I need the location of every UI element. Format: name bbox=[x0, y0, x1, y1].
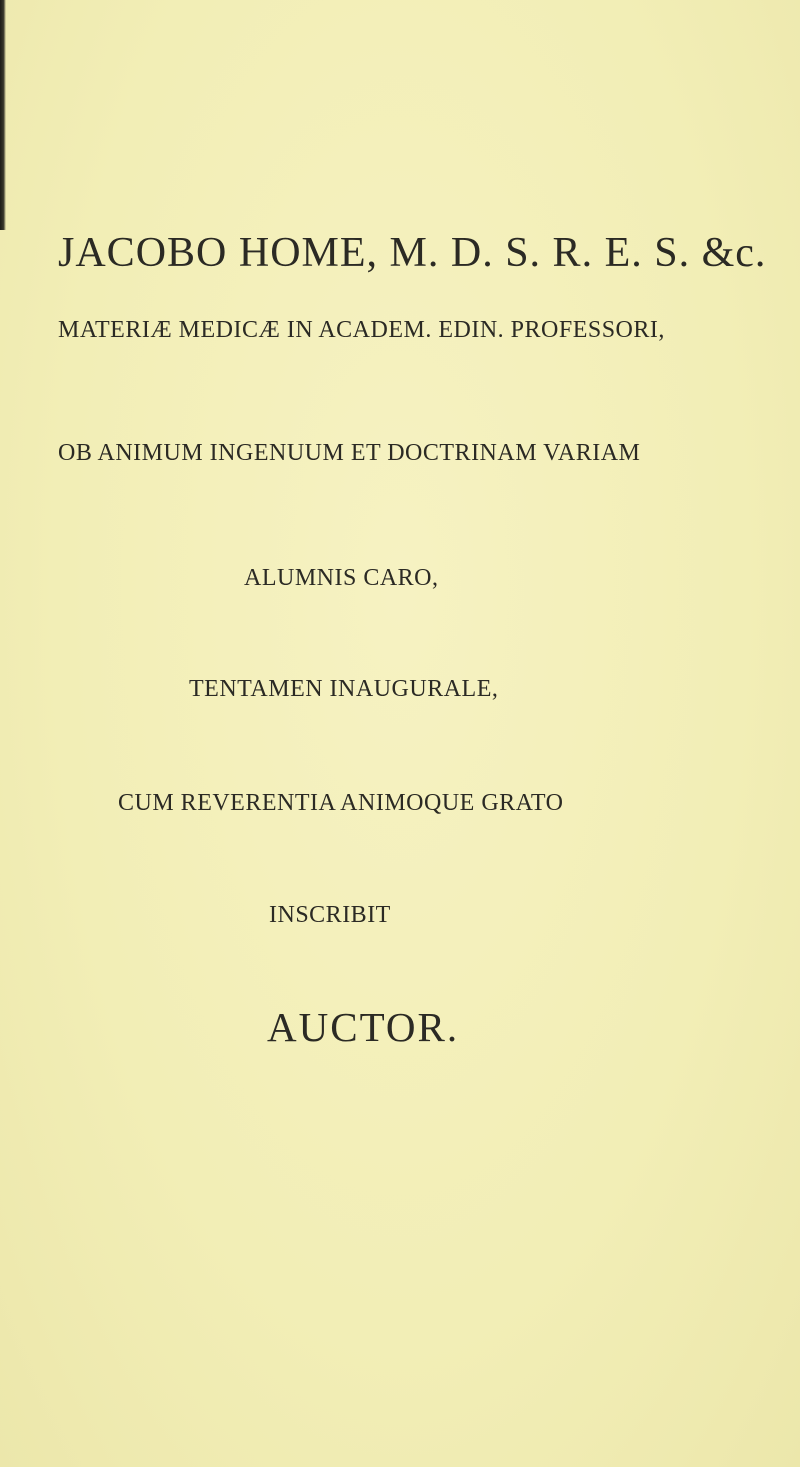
dedication-line-inscribit: INSCRIBIT bbox=[269, 902, 391, 928]
dedication-signature: AUCTOR. bbox=[267, 1004, 460, 1050]
dedication-line-reason: OB ANIMUM INGENUUM ET DOCTRINAM VARIAM bbox=[58, 440, 641, 466]
dedication-line-tentamen: TENTAMEN INAUGURALE, bbox=[189, 676, 499, 702]
dedication-line-reverentia: CUM REVERENTIA ANIMOQUE GRATO bbox=[118, 790, 564, 816]
dedication-line-alumnis: ALUMNIS CARO, bbox=[244, 565, 439, 591]
dedication-title: JACOBO HOME, M. D. S. R. E. S. &c. bbox=[58, 230, 767, 276]
binding-edge-shadow bbox=[0, 0, 6, 230]
dedication-line-professor: MATERIÆ MEDICÆ IN ACADEM. EDIN. PROFESSORI, bbox=[58, 317, 665, 343]
